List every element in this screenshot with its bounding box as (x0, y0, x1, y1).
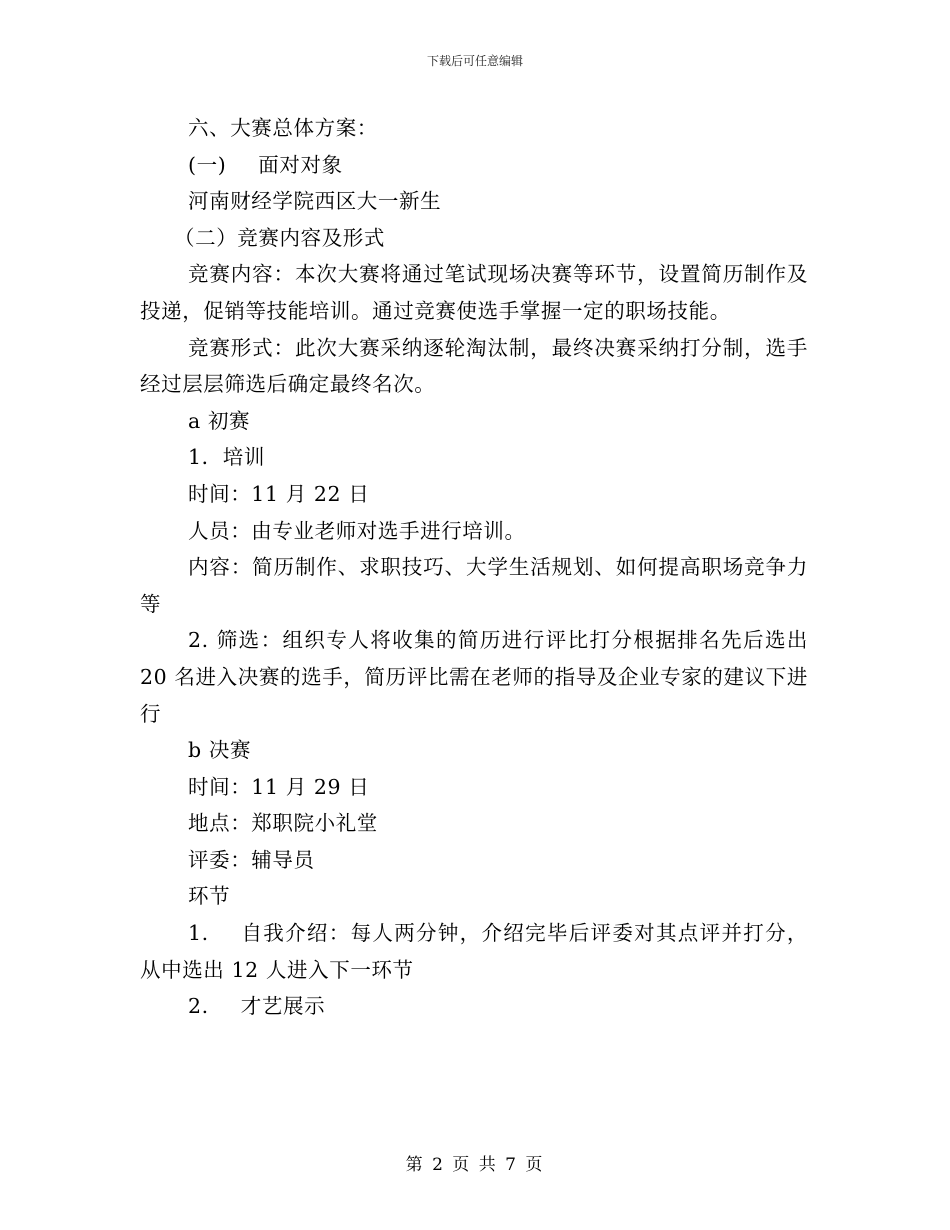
screening-paragraph: 2. 筛选：组织专人将收集的简历进行评比打分根据排名先后选出 20 名进入决赛的选手，简历评比需在老师的指导及企业专家的建议下进行 (140, 628, 808, 726)
subsection-1-number: (一) (188, 152, 227, 177)
document-body (140, 110, 808, 1025)
final-judges: 评委：辅导员 (188, 847, 315, 872)
stage-2-number: 2. (188, 994, 209, 1019)
stages-title: 环节 (188, 884, 231, 909)
page-number-footer: 第 2 页 共 7 页 (405, 1155, 545, 1175)
stage-2-text: 才艺展示 (240, 994, 326, 1019)
page-header-note: 下载后可任意编辑 (426, 54, 523, 68)
competition-content-paragraph: 竞赛内容：本次大赛将通过笔试现场决赛等环节，设置简历制作及投递，促销等技能培训。通过竞赛使选手掌握一定的职场技能。 (140, 262, 808, 323)
preliminary-content-paragraph: 内容：简历制作、求职技巧、大学生活规划、如何提高职场竞争力等 (140, 555, 808, 616)
training-title: 1．培训 (188, 445, 265, 470)
subsection-2-heading: （二）竞赛内容及形式 (174, 225, 385, 250)
final-title: b 决赛 (188, 738, 252, 763)
subsection-1-heading (140, 147, 808, 184)
preliminary-title: a 初赛 (188, 408, 251, 433)
stage-1-number: 1. (188, 921, 209, 946)
target-audience: 河南财经学院西区大一新生 (188, 189, 442, 214)
subsection-1-title: 面对对象 (258, 152, 343, 177)
section-title: 六、大赛总体方案： (188, 116, 378, 140)
competition-form-paragraph: 竞赛形式：此次大赛采纳逐轮淘汰制，最终决赛采纳打分制，选手经过层层筛选后确定最终名次。 (140, 335, 808, 397)
final-time: 时间：11 月 29 日 (188, 774, 370, 799)
final-place: 地点：郑职院小礼堂 (188, 811, 378, 836)
stage-1-text: 自我介绍：每人两分钟，介绍完毕后评委对其点评并打分，从中选出 12 人进入下一环节 (140, 921, 808, 982)
stage-2-paragraph (140, 988, 808, 1025)
preliminary-staff: 人员：由专业老师对选手进行培训。 (188, 518, 526, 543)
stage-1-paragraph (140, 915, 808, 988)
preliminary-time: 时间：11 月 22 日 (188, 481, 370, 506)
